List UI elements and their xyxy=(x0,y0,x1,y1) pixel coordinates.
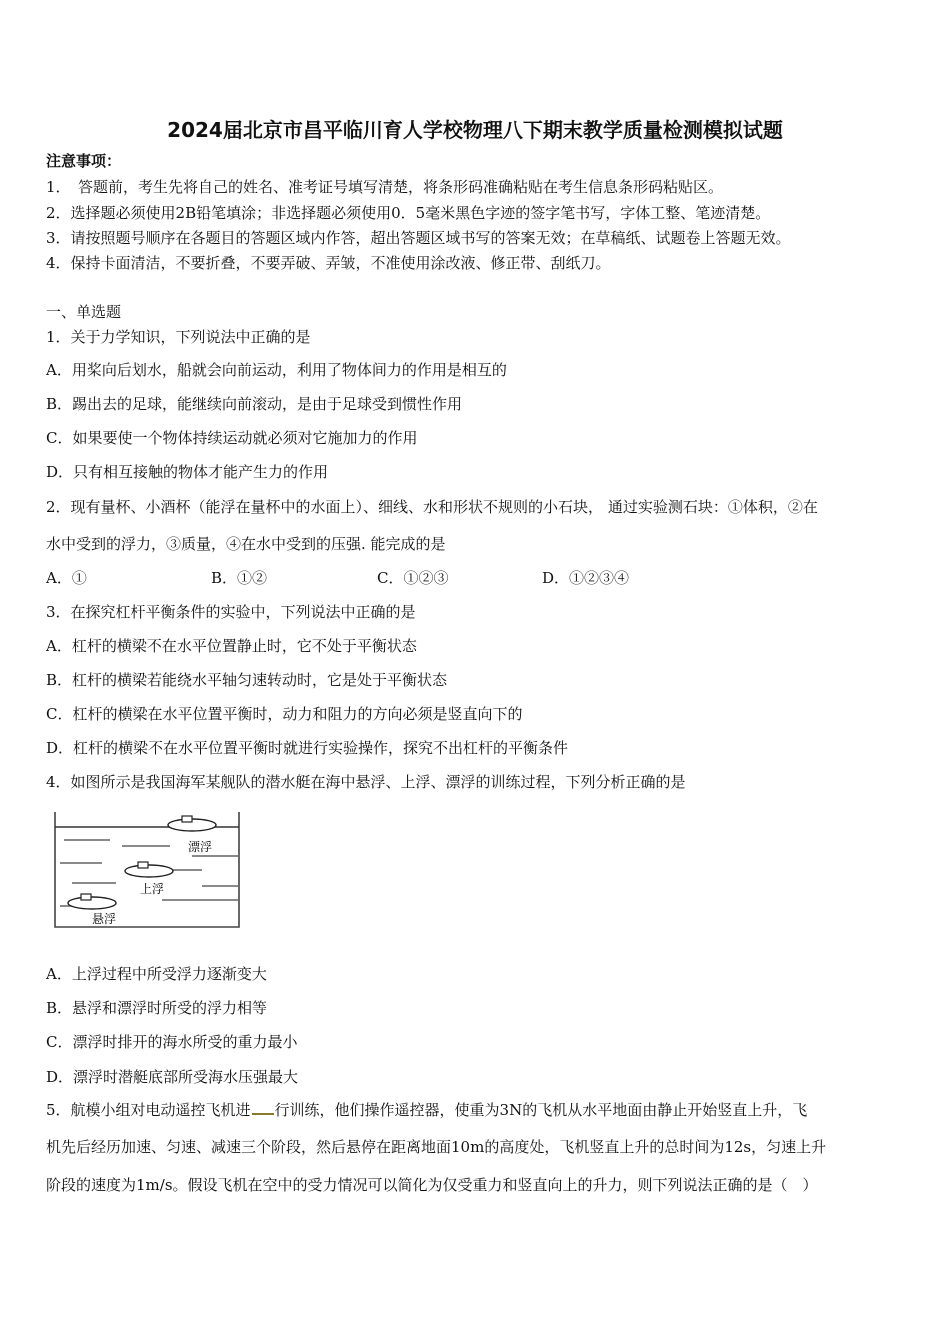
notice-item: 2．选择题必须使用2B铅笔填涂；非选择题必须使用0．5毫米黑色字迹的签字笔书写，字体工整、笔迹清楚。 xyxy=(46,204,771,222)
option-d: D．只有相互接触的物体才能产生力的作用 xyxy=(46,463,329,481)
notice-item: 4．保持卡面清洁，不要折叠，不要弄破、弄皱，不准使用涂改液、修正带、刮纸刀。 xyxy=(46,254,611,272)
question-stem xyxy=(46,1100,807,1120)
notice-header: 注意事项： xyxy=(46,152,122,170)
question-stem-part: 5．航模小组对电动遥控飞机进 xyxy=(46,1101,251,1119)
submarine-floating-icon xyxy=(168,816,216,831)
notice-item: 1． 答题前，考生先将自己的姓名、准考证号填写清楚，将条形码准确粘贴在考生信息条形码粘贴区。 xyxy=(46,178,724,196)
question-stem: 机先后经历加速、匀速、减速三个阶段，然后悬停在距离地面10m的高度处，飞机竖直上升的总时间为12s，匀速上升 xyxy=(46,1138,827,1156)
question-stem: 3．在探究杠杆平衡条件的实验中，下列说法中正确的是 xyxy=(46,603,416,621)
figure-label-suspended: 悬浮 xyxy=(92,912,117,926)
option-c: C．①②③ xyxy=(377,569,449,587)
question-stem: 2．现有量杯、小酒杯（能浮在量杯中的水面上）、细线、水和形状不规则的小石块， 通过实验测石块：①体积，②在 xyxy=(46,498,818,516)
notice-item: 3．请按照题号顺序在各题目的答题区域内作答，超出答题区域书写的答案无效；在草稿纸、试题卷上答题无效。 xyxy=(46,229,791,247)
option-d: D．漂浮时潜艇底部所受海水压强最大 xyxy=(46,1068,299,1086)
question-stem: 1．关于力学知识，下列说法中正确的是 xyxy=(46,328,311,346)
submarine-rising-icon xyxy=(125,862,173,877)
option-c: C．杠杆的横梁在水平位置平衡时，动力和阻力的方向必须是竖直向下的 xyxy=(46,705,523,723)
option-a: A．杠杆的横梁不在水平位置静止时，它不处于平衡状态 xyxy=(46,637,417,655)
submarine-figure xyxy=(52,808,242,930)
option-b: B．踢出去的足球，能继续向前滚动，是由于足球受到惯性作用 xyxy=(46,395,463,413)
figure-label-rising: 上浮 xyxy=(140,882,165,896)
option-d: D．杠杆的横梁不在水平位置平衡时就进行实验操作，探究不出杠杆的平衡条件 xyxy=(46,739,569,757)
submarine-suspended-icon xyxy=(68,894,116,909)
question-stem: 阶段的速度为1m/s。假设飞机在空中的受力情况可以简化为仅受重力和竖直向上的升力，则下列说法正确的是（ ） xyxy=(46,1176,818,1194)
option-d: D．①②③④ xyxy=(542,569,630,587)
figure-label-floating: 漂浮 xyxy=(188,840,213,854)
option-c: C．漂浮时排开的海水所受的重力最小 xyxy=(46,1033,298,1051)
option-b: B．①② xyxy=(211,569,268,587)
option-a: A．用桨向后划水，船就会向前运动，利用了物体间力的作用是相互的 xyxy=(46,361,507,379)
option-b: B．悬浮和漂浮时所受的浮力相等 xyxy=(46,999,268,1017)
option-c: C．如果要使一个物体持续运动就必须对它施加力的作用 xyxy=(46,429,418,447)
page-title: 2024届北京市昌平临川育人学校物理八下期末教学质量检测模拟试题 xyxy=(167,118,783,142)
question-stem-part: 行训练，他们操作遥控器，使重为3N的飞机从水平地面由静止开始竖直上升，飞 xyxy=(274,1101,808,1119)
section-heading: 一、单选题 xyxy=(46,303,122,321)
question-stem: 水中受到的浮力，③质量，④在水中受到的压强. 能完成的是 xyxy=(46,535,446,553)
underline-blank xyxy=(252,1101,274,1115)
option-a: A．① xyxy=(46,569,87,587)
option-a: A．上浮过程中所受浮力逐渐变大 xyxy=(46,965,267,983)
option-b: B．杠杆的横梁若能绕水平轴匀速转动时，它是处于平衡状态 xyxy=(46,671,448,689)
question-stem: 4．如图所示是我国海军某舰队的潜水艇在海中悬浮、上浮、漂浮的训练过程，下列分析正确的是 xyxy=(46,773,686,791)
